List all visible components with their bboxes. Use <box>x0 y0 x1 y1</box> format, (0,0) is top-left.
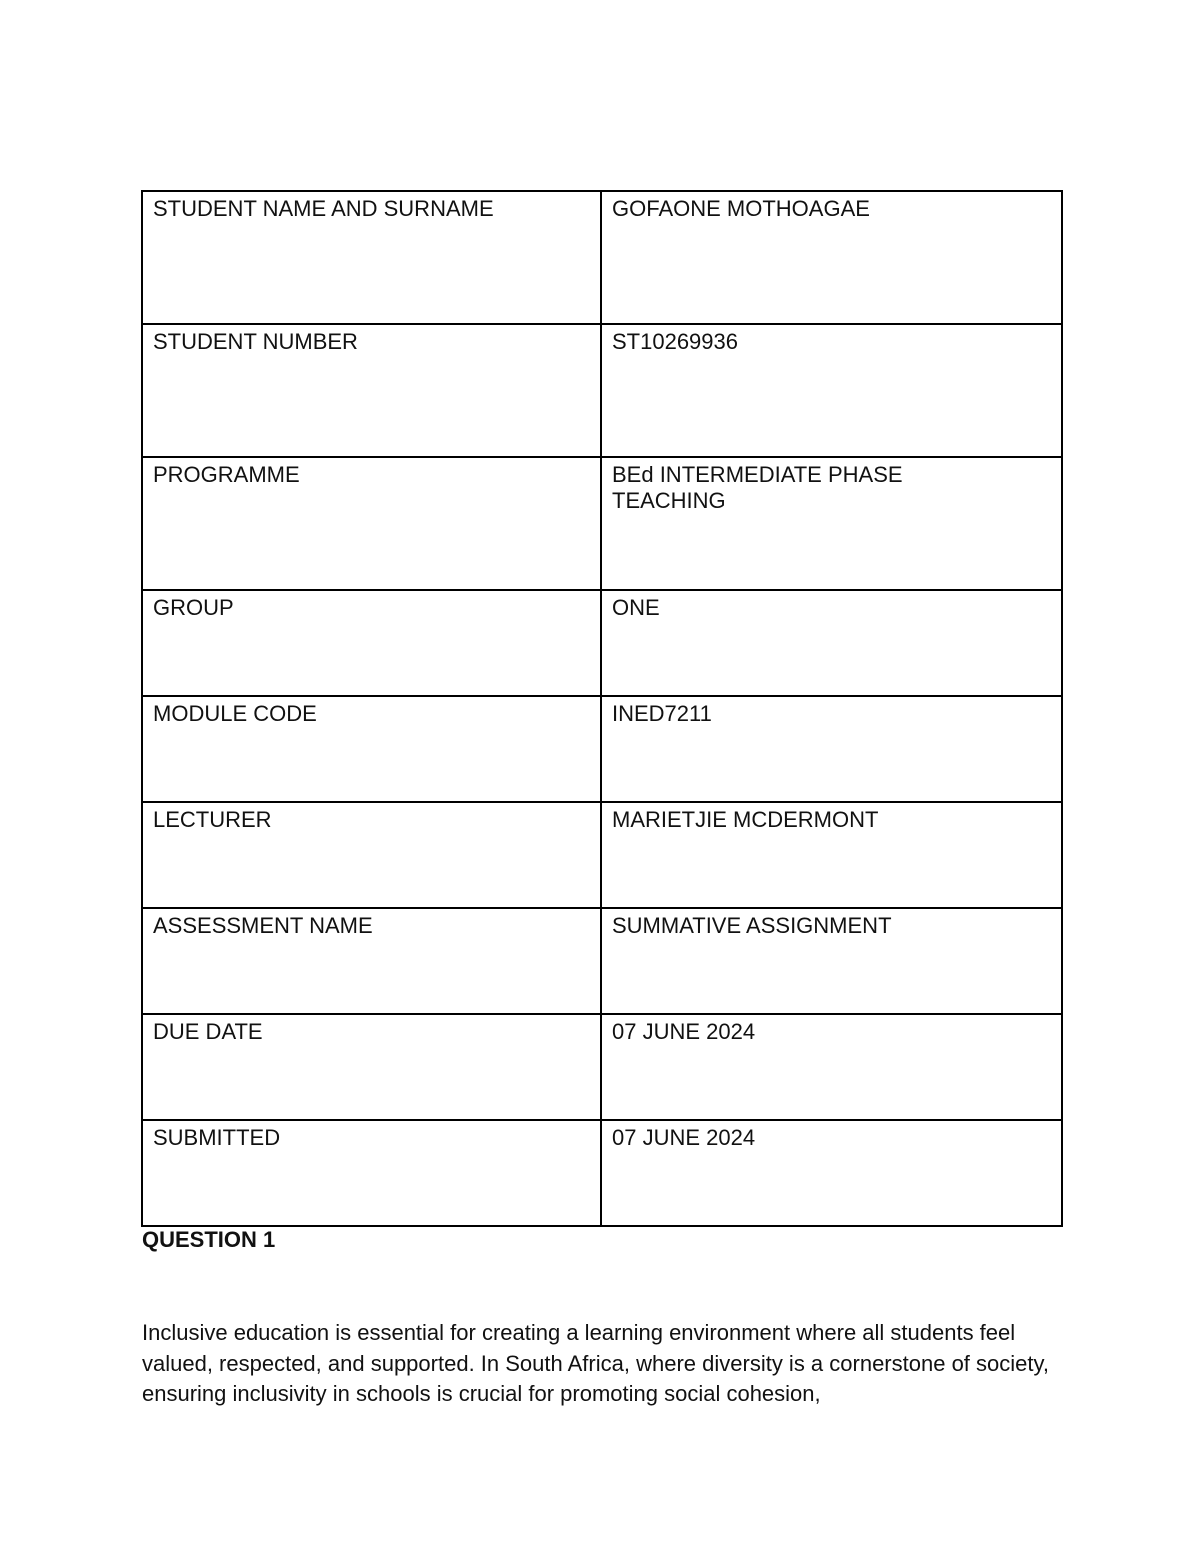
row-label: MODULE CODE <box>142 696 601 802</box>
row-label: LECTURER <box>142 802 601 908</box>
table-row <box>142 457 1062 590</box>
table-row <box>142 191 1062 324</box>
cover-page-table <box>141 190 1063 1227</box>
row-value: GOFAONE MOTHOAGAE <box>601 191 1062 324</box>
row-label: STUDENT NAME AND SURNAME <box>142 191 601 324</box>
row-value: INED7211 <box>601 696 1062 802</box>
table-row <box>142 696 1062 802</box>
table-row <box>142 802 1062 908</box>
table-row <box>142 908 1062 1014</box>
row-label: DUE DATE <box>142 1014 601 1120</box>
table-row <box>142 590 1062 696</box>
row-label: SUBMITTED <box>142 1120 601 1226</box>
row-value: MARIETJIE MCDERMONT <box>601 802 1062 908</box>
row-label: PROGRAMME <box>142 457 601 590</box>
row-value: ST10269936 <box>601 324 1062 457</box>
row-value: ONE <box>601 590 1062 696</box>
table-row <box>142 1120 1062 1226</box>
row-label: ASSESSMENT NAME <box>142 908 601 1014</box>
question-heading: QUESTION 1 <box>142 1227 276 1252</box>
row-value: 07 JUNE 2024 <box>601 1014 1062 1120</box>
row-value: 07 JUNE 2024 <box>601 1120 1062 1226</box>
row-label: GROUP <box>142 590 601 696</box>
row-label: STUDENT NUMBER <box>142 324 601 457</box>
body-paragraph: Inclusive education is essential for creating a learning environment where all students feel valued, respected, and supported. In South Africa, where diversity is a cornerstone of society, ensuring inclusivity in schools is crucial for promoting social cohesion, <box>142 1320 1049 1406</box>
table-row <box>142 1014 1062 1120</box>
row-value: SUMMATIVE ASSIGNMENT <box>601 908 1062 1014</box>
table-row <box>142 324 1062 457</box>
row-value: BEd INTERMEDIATE PHASE TEACHING <box>601 457 1062 590</box>
